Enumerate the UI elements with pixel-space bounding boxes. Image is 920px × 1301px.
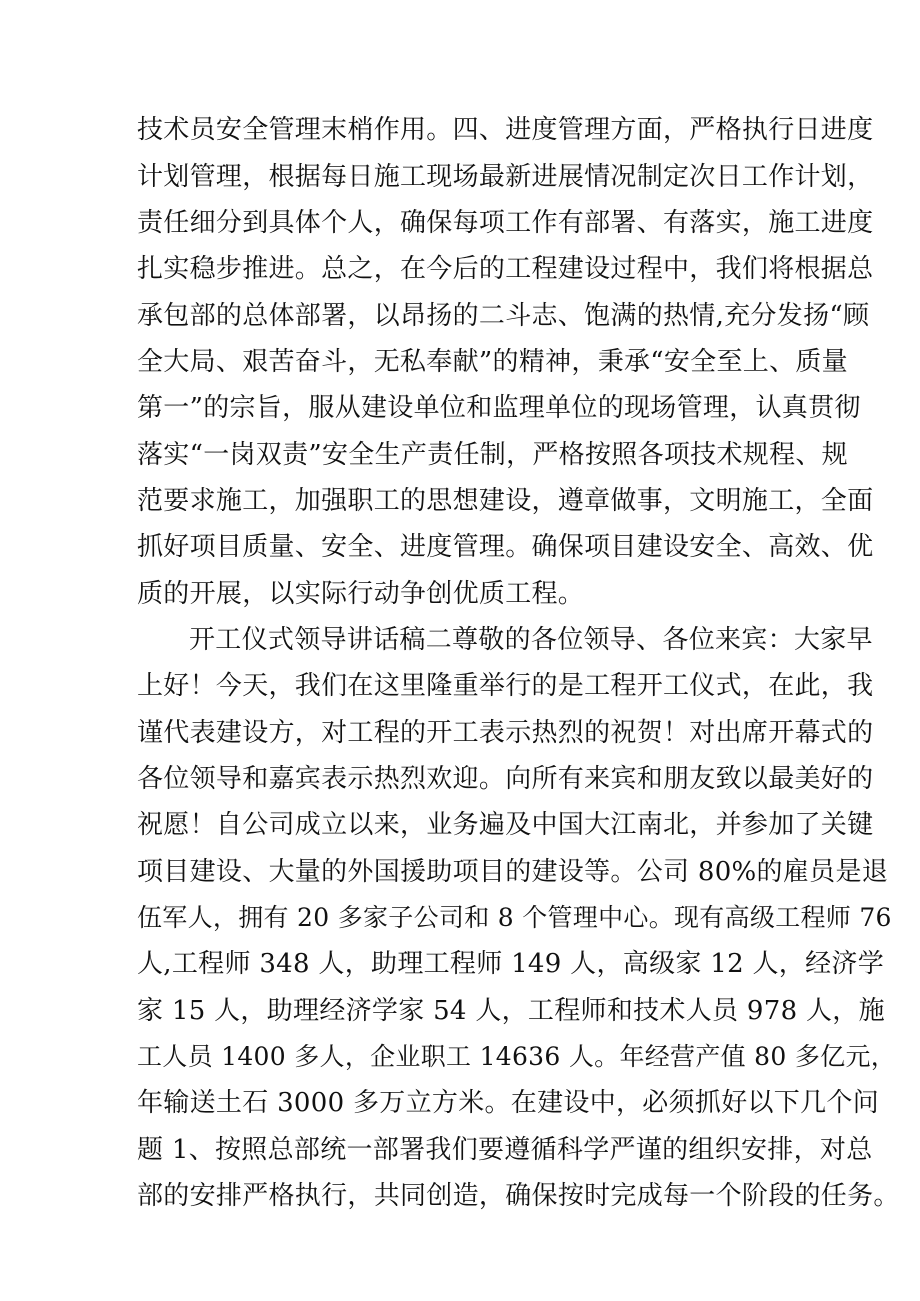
text-line: 责任细分到具体个人，确保每项工作有部署、有落实，施工进度 <box>137 208 874 238</box>
text-line: 伍军人，拥有 20 多家子公司和 8 个管理中心。现有高级工程师 76 <box>137 903 892 932</box>
text-line: 落实“一岗双责”安全生产责任制，严格按照各项技术规程、规 <box>137 440 848 470</box>
text-line: 抓好项目质量、安全、进度管理。确保项目建设安全、高效、优 <box>137 532 874 562</box>
text-line: 第一”的宗旨，服从建设单位和监理单位的现场管理，认真贯彻 <box>137 393 861 423</box>
text-line: 各位领导和嘉宾表示热烈欢迎。向所有来宾和朋友致以最美好的 <box>137 764 874 794</box>
text-line: 质的开展，以实际行动争创优质工程。 <box>137 579 585 609</box>
text-line: 扎实稳步推进。总之，在今后的工程建设过程中，我们将根据总 <box>137 254 874 284</box>
text-line: 人,工程师 348 人，助理工程师 149 人，高级家 12 人，经济学 <box>137 949 884 979</box>
paragraph-first-line: 开工仪式领导讲话稿二尊敬的各位领导、各位来宾：大家早 <box>189 625 873 655</box>
text-line: 承包部的总体部署，以昂扬的二斗志、饱满的热情,充分发扬“顾 <box>137 301 870 331</box>
text-line: 范要求施工，加强职工的思想建设，遵章做事，文明施工，全面 <box>137 486 874 516</box>
text-line: 题 1、按照总部统一部署我们要遵循科学严谨的组织安排，对总 <box>137 1135 873 1165</box>
text-line: 上好！今天，我们在这里隆重举行的是工程开工仪式，在此，我 <box>137 671 874 701</box>
text-line: 谨代表建设方，对工程的开工表示热烈的祝贺！对出席开幕式的 <box>137 718 874 748</box>
text-line: 部的安排严格执行，共同创造，确保按时完成每一个阶段的任务。 <box>137 1181 900 1211</box>
text-line: 祝愿！自公司成立以来，业务遍及中国大江南北，并参加了关键 <box>137 810 874 840</box>
text-line: 计划管理，根据每日施工现场最新进展情况制定次日工作计划， <box>137 162 874 192</box>
text-line: 项目建设、大量的外国援助项目的建设等。公司 80%的雇员是退 <box>137 857 889 887</box>
text-line: 全大局、艰苦奋斗，无私奉献”的精神，秉承“安全至上、质量 <box>137 347 848 377</box>
text-line: 工人员 1400 多人，企业职工 14636 人。年经营产值 80 多亿元， <box>137 1042 897 1071</box>
text-line: 年输送土石 3000 多万立方米。在建设中，必须抓好以下几个问 <box>137 1088 879 1118</box>
text-line: 家 15 人，助理经济学家 54 人，工程师和技术人员 978 人，施 <box>137 996 885 1026</box>
text-line: 技术员安全管理末梢作用。四、进度管理方面，严格执行日进度 <box>137 115 874 145</box>
